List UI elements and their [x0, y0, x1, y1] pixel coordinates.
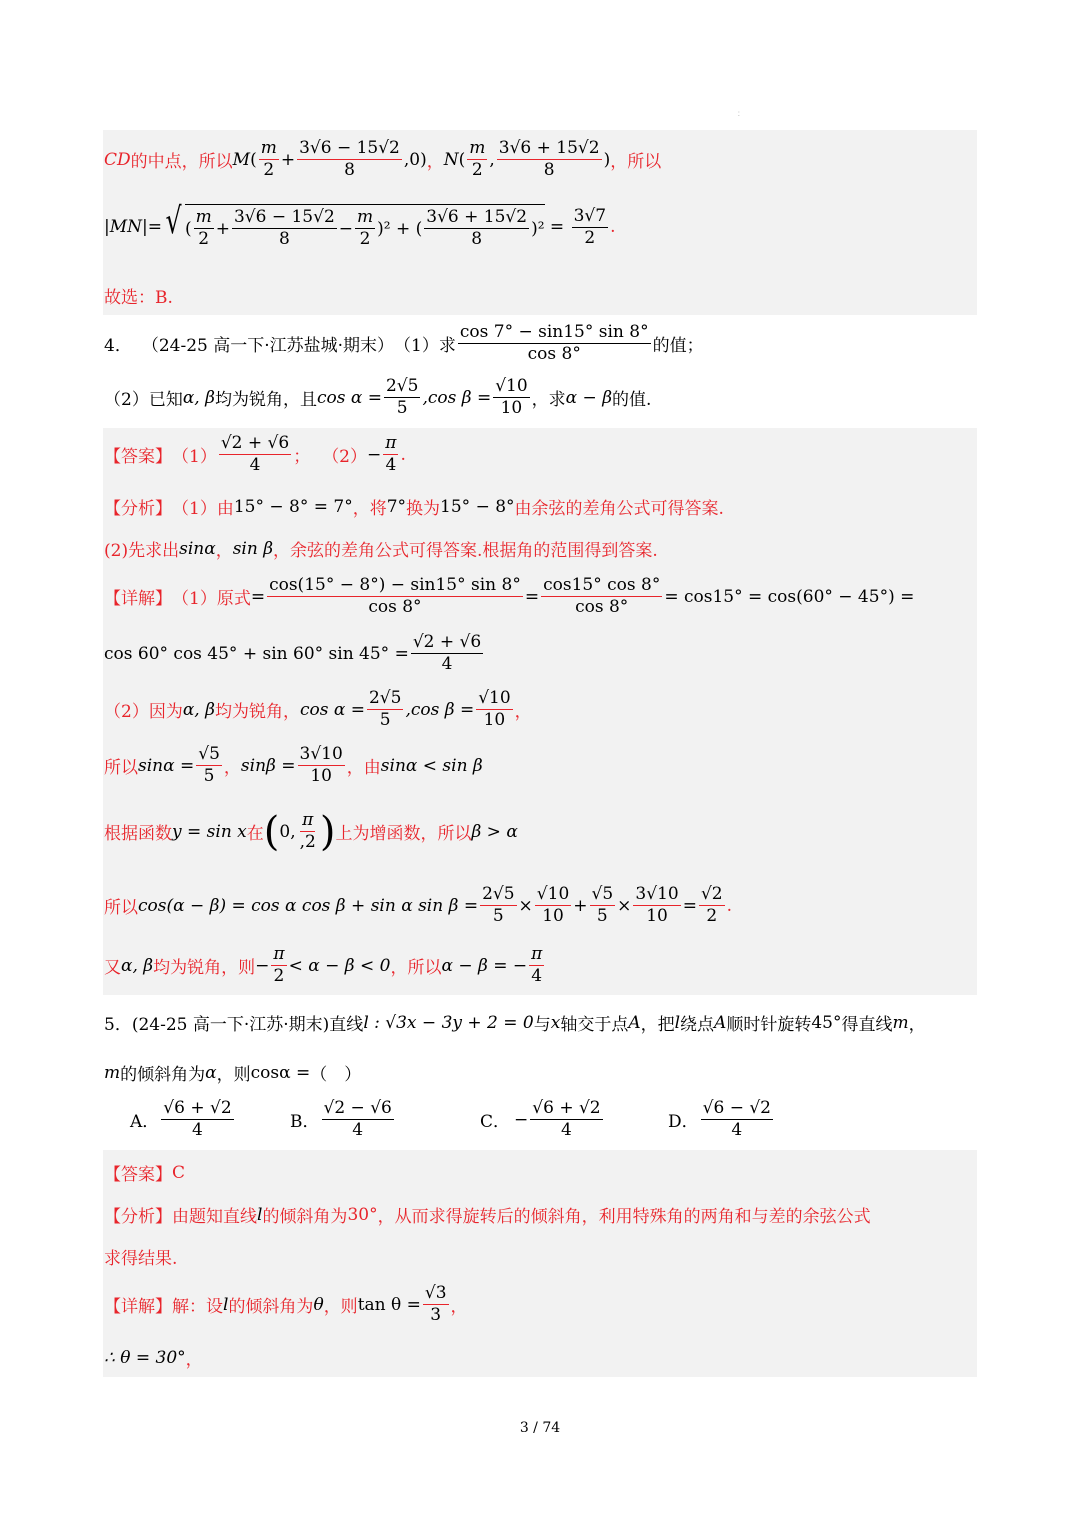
q4-answer: 【答案】 （1） $\frac{√2 + √6}{4}$ ； （2） − $\frac{\pi}{4}$ . [104, 433, 406, 476]
option-a[interactable]: A． $\frac{√6 + √2}{4}$ [130, 1098, 232, 1141]
solution-box-q5 [103, 1150, 977, 1377]
q5-options [130, 1098, 775, 1142]
q5-detail: 【详解】 解：设 l 的倾斜角为 θ ，则 tan θ = $\frac{√3}{3}$ ， [104, 1283, 468, 1326]
q4-analysis-1: 【分析】 （1）由 15° − 8° = 7° ，将 7° 换为 15° − 8° 由余弦的差角公式可得答案. [104, 496, 724, 519]
q4-detail-4: 根据函数 y = sin x 在 ( 0, $\frac{\pi}{,2}$ ) 上为增函数，所以 β > α [104, 808, 518, 855]
prev-line-1: CD 的中点，所以 M ( $\frac{m}{2}$ + $\frac{3√6 - 15√2}{8}$ ,0) ， N ( $\frac{m}{2}$ , $\frac{3√6 + 15√2}{8}$ ) ，所以 [104, 138, 662, 181]
option-c[interactable]: C． − $\frac{√6 + √2}{4}$ [480, 1098, 601, 1141]
q4-detail-1b: cos 60° cos 45° + sin 60° sin 45° = $\frac{√2 + √6}{4}$ [104, 632, 482, 675]
page-number: 3 / 74 [519, 1420, 561, 1436]
q5-analysis-2: 求得结果. [104, 1249, 178, 1269]
q5-detail-2: ∴ θ = 30° ， [104, 1347, 203, 1370]
header-mark: ： [737, 109, 745, 118]
option-b[interactable]: B． $\frac{√2 - √6}{4}$ [290, 1098, 392, 1141]
q4-line-2: （2）已知 α, β 均为锐角，且 cos α = $\frac{2√5}{5}$ ,cos β = $\frac{√10}{10}$ ，求 α − β 的值. [104, 376, 652, 419]
q4-detail-3: 所以 sinα = $\frac{√5}{5}$ ， sinβ = $\frac{3√10}{10}$ ，由 sinα < sin β [104, 744, 483, 787]
prev-line-mn: |MN| = √ ( $\frac{m}{2}$ + $\frac{3√6 - 15√2}{8}$ − $\frac{m}{2}$ )² + ( $\frac{3√6 + 15√2}{8}$ )² = $\frac{3√7}{2}$ . [104, 201, 616, 250]
q4-analysis-2: (2)先求出 sinα ， sin β ，余弦的差角公式可得答案.根据角的范围得到答案. [104, 538, 658, 561]
q4-detail-5: 所以 cos(α − β) = cos α cos β + sin α sin β = $\frac{2√5}{5}$ × $\frac{√10}{10}$ + $\frac{√5}{5}$ × $\frac{3√10}{10}$ = $\frac{√2}{2}$ . [104, 884, 733, 927]
q4-detail-1: 【详解】 （1）原式 = $\frac{\cos(15^\circ - 8^\circ) - \sin 15^\circ \sin 8^\circ}{\cos 8^\circ}$ = $\frac{\cos 15^\circ \cos 8^\circ}{\cos 8^\circ}$ = cos15° = cos(60° − 45°) = [104, 575, 915, 618]
q4-line-1: 4． （24-25 高一下·江苏盐城·期末） （1）求 $\frac{\cos 7^\circ - \sin 15^\circ \sin 8^\circ}{\cos 8^\circ}$ 的值； [104, 322, 704, 365]
option-d[interactable]: D． $\frac{√6 - √2}{4}$ [668, 1098, 771, 1141]
q5-line-2: m 的倾斜角为 α ，则 cosα = （ ） [104, 1062, 362, 1085]
q4-detail-2: （2）因为 α, β 均为锐角， cos α = $\frac{2√5}{5}$ ,cos β = $\frac{√10}{10}$ ， [104, 688, 532, 731]
prev-answer: 故选：B. [104, 288, 173, 308]
q5-analysis: 【分析】 由题知直线 l 的倾斜角为 30° ，从而求得旋转后的倾斜角，利用特殊角的两角和与差的余弦公式 [104, 1204, 871, 1227]
q5-answer: 【答案】 C [104, 1162, 186, 1185]
q5-line-1: 5．(24-25 高一下·江苏·期末)直线 l : √3x − 3y + 2 = 0 与 x 轴交于点 A ，把 l 绕点 A 顺时针旋转 45° 得直线 m ， [104, 1012, 926, 1035]
q4-detail-6: 又 α, β 均为锐角，则 − $\frac{\pi}{2}$ < α − β < 0 ，所以 α − β = − $\frac{\pi}{4}$ [104, 944, 543, 987]
